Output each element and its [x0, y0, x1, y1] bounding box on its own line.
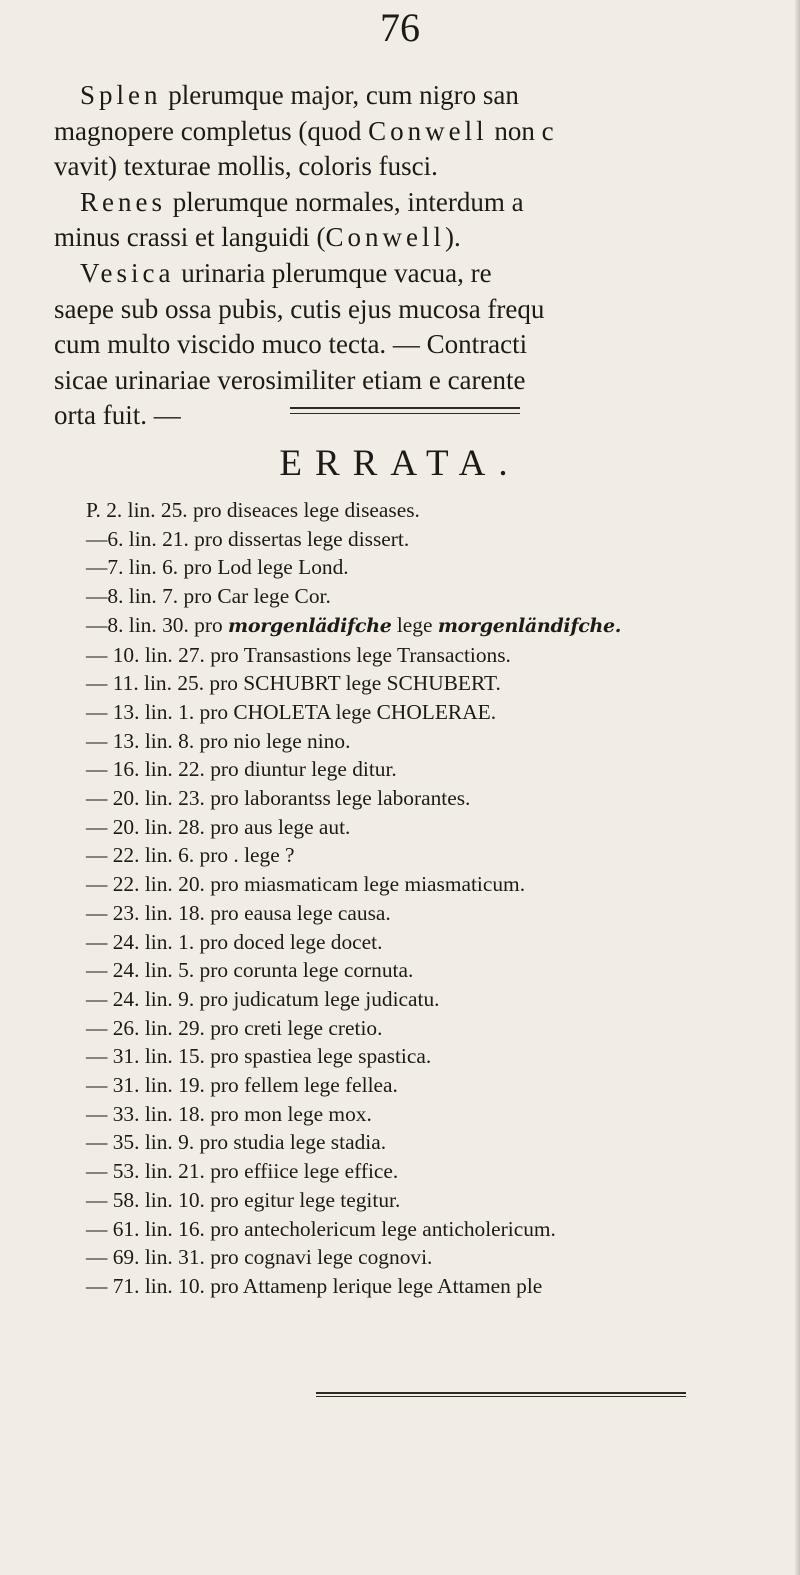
errata-page: — 13.	[86, 699, 140, 724]
errata-entry	[86, 525, 796, 554]
errata-line: lin. 22.	[144, 757, 205, 782]
errata-correction: pro nio lege nino.	[199, 728, 351, 753]
errata-page: —6.	[86, 526, 124, 551]
errata-correction: pro studia lege stadia.	[199, 1130, 387, 1155]
errata-text: pro	[194, 612, 229, 637]
errata-entry	[86, 1243, 796, 1272]
errata-page: — 53.	[86, 1159, 140, 1184]
errata-page: — 23.	[86, 900, 140, 925]
errata-page: — 10.	[86, 642, 140, 667]
errata-list	[86, 496, 796, 1301]
errata-entry	[86, 956, 796, 985]
errata-page: — 58.	[86, 1187, 140, 1212]
errata-line: lin. 9.	[144, 1130, 195, 1155]
paragraph-splen-line-3: vavit) texturae mollis, coloris fusci.	[54, 151, 438, 182]
errata-correction: pro cognavi lege cognovi.	[210, 1245, 433, 1270]
errata-entry	[86, 1186, 796, 1215]
errata-correction: pro eausa lege causa.	[210, 900, 391, 925]
paragraph-vesica-line-1	[54, 256, 794, 292]
errata-text: lege	[391, 612, 438, 637]
errata-correction: pro egitur lege tegitur.	[210, 1187, 401, 1212]
text-segment: urinaria plerumque vacua, re	[174, 257, 492, 288]
errata-line: lin. 25.	[127, 498, 188, 522]
errata-line: lin. 21.	[128, 526, 189, 551]
errata-entry	[86, 755, 796, 784]
errata-entry	[86, 1215, 796, 1244]
errata-correction: pro diuntur lege ditur.	[210, 757, 397, 782]
errata-line: lin. 10.	[144, 1187, 205, 1212]
errata-heading: ERRATA.	[279, 443, 521, 484]
errata-correction: pro effiice lege effice.	[210, 1159, 399, 1184]
errata-entry	[86, 1014, 796, 1043]
errata-entry	[86, 1071, 796, 1100]
errata-page: — 22.	[86, 872, 140, 897]
errata-page: — 33.	[86, 1101, 140, 1126]
errata-line: lin. 1.	[144, 929, 195, 954]
errata-entry	[86, 1157, 796, 1186]
errata-correction: pro miasmaticam lege miasmaticum.	[210, 872, 526, 897]
errata-page: — 69.	[86, 1245, 140, 1270]
errata-line: lin. 1.	[144, 699, 195, 724]
errata-line: lin. 27.	[144, 642, 205, 667]
errata-correction: pro mon lege mox.	[210, 1101, 372, 1126]
errata-correction: pro corunta lege cornuta.	[199, 958, 414, 983]
errata-line: lin. 6.	[144, 843, 195, 868]
paragraph-vesica-line-4: sicae urinariae verosimiliter etiam e carente	[54, 364, 526, 395]
errata-entry	[86, 1100, 796, 1129]
errata-correction: pro fellem lege fellea.	[210, 1073, 398, 1098]
errata-fraktur-word: morgenländifche.	[437, 614, 622, 637]
errata-page: — 26.	[86, 1015, 140, 1040]
errata-page: — 31.	[86, 1073, 140, 1098]
errata-correction: pro doced lege docet.	[199, 929, 383, 954]
errata-line: lin. 9.	[144, 986, 195, 1011]
errata-page: — 35.	[86, 1130, 140, 1155]
errata-correction: pro aus lege aut.	[210, 814, 351, 839]
errata-entry	[86, 985, 796, 1014]
errata-entry	[86, 496, 796, 525]
errata-correction: pro antecholericum lege anticholericum.	[210, 1216, 556, 1241]
errata-page: — 22.	[86, 843, 140, 868]
errata-line: lin. 10.	[144, 1273, 205, 1298]
errata-entry	[86, 611, 796, 641]
errata-page: — 20.	[86, 786, 140, 811]
errata-line: lin. 25.	[144, 671, 205, 696]
errata-entry	[86, 1128, 796, 1157]
paragraph-renes-line-1	[54, 185, 794, 221]
paragraph-splen-line-2	[54, 114, 794, 150]
errata-correction: pro Transastions lege Transactions.	[210, 642, 511, 667]
errata-entry	[86, 553, 796, 582]
errata-line: lin. 20.	[144, 872, 205, 897]
text-segment: minus crassi et languidi (	[54, 222, 326, 253]
author-name: Conwell	[325, 222, 445, 253]
errata-page: —7.	[86, 555, 124, 580]
errata-line: lin. 31.	[144, 1245, 205, 1270]
errata-line: lin. 7.	[128, 584, 179, 609]
errata-page: — 24.	[86, 986, 140, 1011]
errata-line: lin. 5.	[144, 958, 195, 983]
paragraph-vesica-line-3: cum multo viscido muco tecta. — Contracti	[54, 329, 528, 360]
errata-correction: pro creti lege cretio.	[210, 1015, 383, 1040]
errata-page: — 71.	[86, 1273, 140, 1298]
errata-correction: pro Lod lege Lond.	[183, 555, 349, 580]
paragraph-renes-line-2	[54, 220, 794, 256]
term-splen: Splen	[80, 80, 162, 110]
errata-page: —8.	[86, 584, 124, 609]
errata-page: — 31.	[86, 1044, 140, 1069]
errata-line: lin. 18.	[144, 1101, 205, 1126]
errata-correction: pro spastiea lege spastica.	[210, 1044, 432, 1069]
errata-page: — 20.	[86, 814, 140, 839]
errata-page: —8.	[86, 612, 124, 637]
paragraph-vesica-line-2: saepe sub ossa pubis, cutis ejus mucosa frequ	[54, 293, 545, 324]
paragraph-splen-line-1	[54, 78, 794, 114]
errata-entry	[86, 1272, 796, 1301]
errata-correction: pro diseaces lege diseases.	[193, 498, 420, 522]
errata-correction: pro dissertas lege dissert.	[194, 526, 410, 551]
term-vesica: Vesica	[80, 257, 175, 288]
errata-page: — 24.	[86, 929, 140, 954]
errata-fraktur-word: morgenlädifche	[228, 614, 392, 637]
errata-page: — 61.	[86, 1216, 140, 1241]
section-divider	[290, 407, 520, 414]
text-segment: non c	[487, 115, 554, 146]
errata-entry	[86, 669, 796, 698]
errata-entry	[86, 641, 796, 670]
page-number: 76	[380, 5, 420, 50]
errata-entry	[86, 870, 796, 899]
errata-entry	[86, 841, 796, 870]
paragraph-vesica-line-5: orta fuit. —	[54, 400, 181, 431]
errata-line: lin. 29.	[144, 1015, 205, 1040]
errata-page: — 11.	[86, 671, 139, 696]
text-segment: plerumque normales, interdum a	[165, 186, 524, 217]
text-segment: plerumque major, cum nigro san	[161, 80, 519, 110]
errata-line: lin. 18.	[144, 900, 205, 925]
errata-entry	[86, 899, 796, 928]
errata-correction: pro CHOLETA lege CHOLERAE.	[199, 699, 497, 724]
errata-line: lin. 19.	[144, 1073, 205, 1098]
errata-entry	[86, 727, 796, 756]
errata-entry	[86, 698, 796, 727]
errata-line: lin. 16.	[144, 1216, 205, 1241]
term-renes: Renes	[80, 186, 166, 217]
errata-correction: pro laborantss lege laborantes.	[210, 786, 471, 811]
errata-entry	[86, 928, 796, 957]
errata-line: lin. 28.	[144, 814, 205, 839]
page-edge-shadow	[794, 0, 800, 1575]
author-name: Conwell	[368, 115, 488, 146]
errata-line: lin. 23.	[144, 786, 205, 811]
errata-correction: pro Attamenp lerique lege Attamen ple	[210, 1273, 543, 1298]
errata-page: — 16.	[86, 757, 140, 782]
closing-divider	[316, 1392, 686, 1397]
errata-correction: pro judicatum lege judicatu.	[199, 986, 440, 1011]
errata-line: lin. 8.	[144, 728, 195, 753]
text-segment: ).	[444, 222, 461, 253]
errata-line: lin. 6.	[128, 555, 179, 580]
errata-entry	[86, 784, 796, 813]
text-segment: magnopere completus (quod	[54, 115, 369, 146]
errata-page: P. 2.	[86, 498, 123, 522]
errata-correction: pro Car lege Cor.	[183, 584, 331, 609]
errata-line: lin. 15.	[144, 1044, 205, 1069]
errata-entry	[86, 1042, 796, 1071]
errata-page: — 13.	[86, 728, 140, 753]
errata-line: lin. 21.	[144, 1159, 205, 1184]
errata-correction: pro . lege ?	[199, 843, 295, 868]
errata-line: lin. 30.	[128, 612, 189, 637]
body-text	[54, 78, 794, 434]
errata-page: — 24.	[86, 958, 140, 983]
errata-entry	[86, 582, 796, 611]
errata-entry	[86, 813, 796, 842]
errata-correction: pro SCHUBRT lege SCHUBERT.	[209, 671, 501, 696]
